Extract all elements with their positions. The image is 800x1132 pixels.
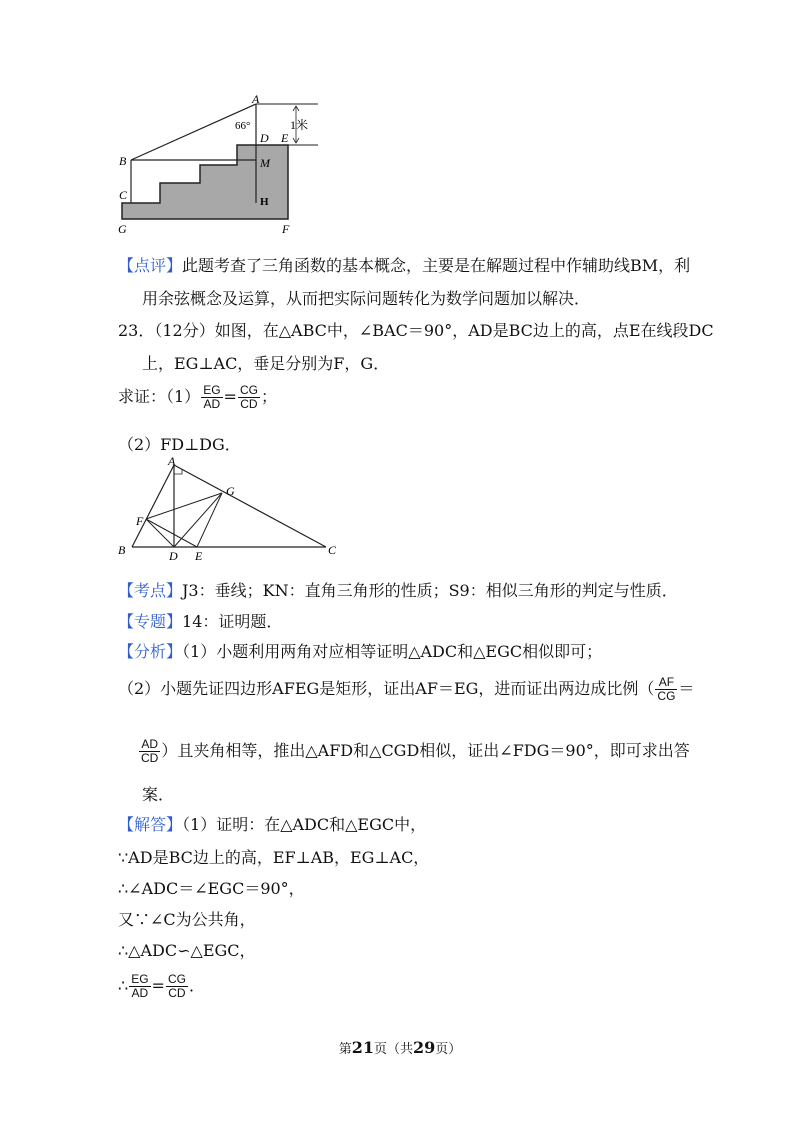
jieda-line5: ∴△ADC∽△EGC，	[118, 941, 256, 960]
fraction-af-cg: $\frac{AF}{CG}$	[657, 675, 676, 703]
jieda-line6: ∴ $\frac{EG}{AD}$ = $\frac{CG}{CD}$ ．	[118, 972, 205, 1000]
prove-statement: 求证：（1） $\frac{EG}{AD}$ = $\frac{CG}{CD}$ ；	[118, 383, 277, 411]
fig2-label-C: C	[328, 543, 337, 557]
fig1-label-G: G	[118, 222, 127, 235]
kaodian-line: 【考点】J3：垂线；KN：直角三角形的性质；S9：相似三角形的判定与性质．	[118, 581, 678, 600]
kaodian-tag: 【考点】	[118, 581, 183, 600]
fig1-label-A: A	[252, 95, 260, 106]
fenxi-line2: （2）小题先证四边形AFEG是矩形，证出AF＝EG，进而证出两边成比例（ $\frac{AF}{CG}$ ＝	[118, 675, 695, 703]
zhuanti-tag: 【专题】	[118, 612, 183, 631]
fenxi-tag: 【分析】	[118, 642, 183, 661]
page-footer: 第21页（共29页）	[338, 1038, 462, 1057]
problem-line1: 23．（12分）如图，在△ABC中，∠BAC＝90°，AD是BC边上的高，点E在线段DC	[118, 321, 714, 340]
comment-tag: 【点评】	[118, 256, 183, 275]
triangle-figure	[116, 455, 346, 563]
fraction-cg-cd: $\frac{CG}{CD}$	[239, 383, 258, 411]
fig2-label-A: A	[168, 455, 176, 468]
problem-part2: （2）FD⊥DG．	[118, 435, 241, 454]
fig1-label-M: M	[260, 156, 270, 170]
comment-line1: 【点评】此题考查了三角函数的基本概念，主要是在解题过程中作辅助线BM，利	[118, 256, 691, 275]
fig1-label-C: C	[119, 188, 128, 202]
fig1-label-B: B	[119, 154, 127, 168]
fig2-label-B: B	[118, 543, 126, 557]
fraction-cg-cd-2: $\frac{CG}{CD}$	[167, 972, 186, 1000]
fenxi-line4: 案．	[142, 785, 175, 804]
jieda-line1: 【解答】（1）证明：在△ADC和△EGC中，	[118, 815, 427, 834]
jieda-line2: ∵AD是BC边上的高，EF⊥AB，EG⊥AC，	[118, 848, 430, 867]
jieda-line4: 又∵∠C为公共角，	[118, 910, 256, 929]
total-pages: 29	[413, 1038, 436, 1057]
fig1-label-E: E	[281, 131, 289, 145]
fig2-label-F: F	[136, 514, 144, 528]
comment-line2: 用余弦概念及运算，从而把实际问题转化为数学问题加以解决．	[142, 289, 591, 308]
fig1-height-label: 1米	[290, 118, 309, 132]
zhuanti-line: 【专题】14：证明题．	[118, 612, 283, 631]
fig2-label-E: E	[195, 549, 203, 563]
fig2-label-D: D	[169, 549, 178, 563]
fraction-eg-ad: $\frac{EG}{AD}$	[203, 383, 221, 411]
staircase-figure	[110, 95, 330, 235]
fig1-label-H: H	[260, 196, 269, 208]
problem-line2: 上，EG⊥AC，垂足分别为F，G．	[142, 354, 390, 373]
fig1-label-D: D	[260, 131, 269, 145]
fig1-label-F: F	[282, 222, 290, 235]
fig2-label-G: G	[226, 484, 235, 498]
fraction-eg-ad-2: $\frac{EG}{AD}$	[131, 972, 149, 1000]
fraction-ad-cd: $\frac{AD}{CD}$	[141, 737, 159, 765]
fig1-angle-label: 66°	[235, 120, 251, 132]
fenxi-line1: 【分析】（1）小题利用两角对应相等证明△ADC和△EGC相似即可；	[118, 642, 603, 661]
page-number: 21	[351, 1038, 374, 1057]
fenxi-line3: $\frac{AD}{CD}$ ）且夹角相等，推出△AFD和△CGD相似，证出∠FDG＝90°，即可求出答	[141, 737, 690, 765]
jieda-tag: 【解答】	[118, 815, 183, 834]
jieda-line3: ∴∠ADC＝∠EGC＝90°，	[118, 879, 305, 898]
